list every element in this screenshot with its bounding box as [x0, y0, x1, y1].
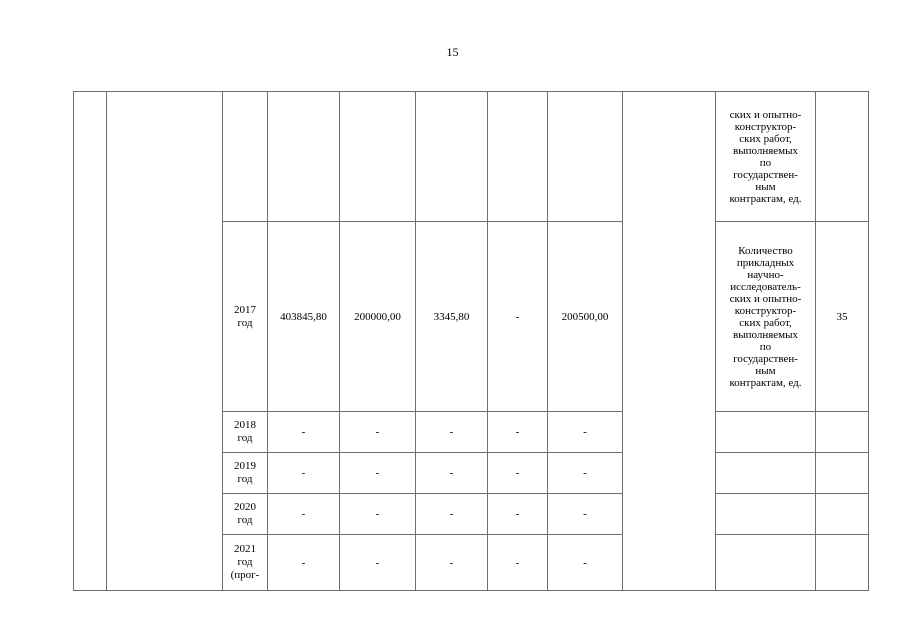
target-cell	[816, 494, 869, 535]
total-value: -	[301, 426, 306, 438]
indicator-text-continued: ских и опытно- конструктор- ских работ, выполняемых по государствен- ным контрактам, ед.	[729, 108, 802, 205]
federal-budget-value: -	[375, 556, 380, 569]
extrabudgetary-cell	[548, 412, 623, 453]
indicator-cell	[716, 412, 816, 453]
federal-budget-value: -	[375, 467, 380, 479]
local-budget-cell	[488, 222, 548, 412]
indicator-cell	[716, 494, 816, 535]
target-cell	[816, 535, 869, 591]
local-budget-value: -	[515, 426, 520, 438]
program-funding-table	[73, 91, 869, 591]
extrabudgetary-value: -	[583, 556, 587, 569]
total-cell	[268, 412, 340, 453]
local-budget-value: -	[515, 310, 520, 323]
total-cell	[268, 222, 340, 412]
regional-budget-cell	[416, 453, 488, 494]
table-row-continued	[74, 92, 869, 222]
total-cell	[268, 453, 340, 494]
federal-budget-cell	[340, 412, 416, 453]
federal-budget-cell	[340, 222, 416, 412]
federal-budget-cell	[340, 494, 416, 535]
target-cell	[816, 222, 869, 412]
regional-budget-value: -	[449, 556, 454, 569]
extrabudgetary-value: 200500,00	[561, 310, 609, 323]
regional-budget-cell	[416, 222, 488, 412]
year-cell-continued	[223, 92, 268, 222]
target-cell	[816, 412, 869, 453]
regional-budget-cell	[416, 412, 488, 453]
page-number: 15	[446, 45, 459, 59]
target-cell-continued	[816, 92, 869, 222]
regional-budget-value: -	[449, 426, 454, 438]
federal-budget-value: -	[375, 508, 380, 520]
total-value: -	[301, 556, 306, 569]
regional-budget-cell	[416, 535, 488, 591]
year-cell	[223, 535, 268, 591]
year-cell	[223, 222, 268, 412]
target-value: 35	[836, 310, 848, 323]
year-cell	[223, 412, 268, 453]
indicator-cell	[716, 535, 816, 591]
extrabudgetary-cell	[548, 222, 623, 412]
local-budget-cell	[488, 535, 548, 591]
extrabudgetary-value: -	[583, 467, 587, 479]
executor-cell	[623, 92, 716, 591]
extrabudgetary-value: -	[583, 426, 587, 438]
year-label: 2020 год	[234, 501, 256, 526]
federal-budget-cell-continued	[340, 92, 416, 222]
year-cell	[223, 494, 268, 535]
total-value: -	[301, 508, 306, 520]
federal-budget-cell	[340, 535, 416, 591]
extrabudgetary-cell	[548, 453, 623, 494]
federal-budget-value: -	[375, 426, 380, 438]
local-budget-cell-continued	[488, 92, 548, 222]
local-budget-cell	[488, 494, 548, 535]
regional-budget-cell-continued	[416, 92, 488, 222]
regional-budget-value: -	[449, 467, 454, 479]
local-budget-value: -	[515, 467, 520, 479]
total-value: 403845,80	[280, 310, 327, 323]
local-budget-cell	[488, 412, 548, 453]
total-cell	[268, 494, 340, 535]
regional-budget-value: -	[449, 508, 454, 520]
year-label: 2018 год	[234, 419, 256, 444]
regional-budget-value: 3345,80	[433, 310, 470, 323]
federal-budget-cell	[340, 453, 416, 494]
year-label: 2017 год	[234, 303, 256, 329]
year-label: 2019 год	[234, 460, 256, 485]
extrabudgetary-cell	[548, 494, 623, 535]
extrabudgetary-cell	[548, 535, 623, 591]
extrabudgetary-cell-continued	[548, 92, 623, 222]
indicator-cell	[716, 453, 816, 494]
extrabudgetary-value: -	[583, 508, 587, 520]
federal-budget-value: 200000,00	[354, 310, 401, 323]
total-value: -	[301, 467, 306, 479]
local-budget-value: -	[515, 508, 520, 520]
year-cell	[223, 453, 268, 494]
local-budget-value: -	[515, 556, 520, 569]
regional-budget-cell	[416, 494, 488, 535]
number-column-cell	[74, 92, 107, 591]
indicator-text: Количество прикладных научно- исследователь- ских и опытно- конструктор- ских работ, выполняемых по государствен- ным контрактам, ед.	[729, 244, 802, 389]
target-cell	[816, 453, 869, 494]
total-cell-continued	[268, 92, 340, 222]
indicator-cell-continued	[716, 92, 816, 222]
total-cell	[268, 535, 340, 591]
indicator-cell	[716, 222, 816, 412]
year-label: 2021 год (прог-	[230, 543, 260, 581]
local-budget-cell	[488, 453, 548, 494]
event-name-cell	[107, 92, 223, 591]
